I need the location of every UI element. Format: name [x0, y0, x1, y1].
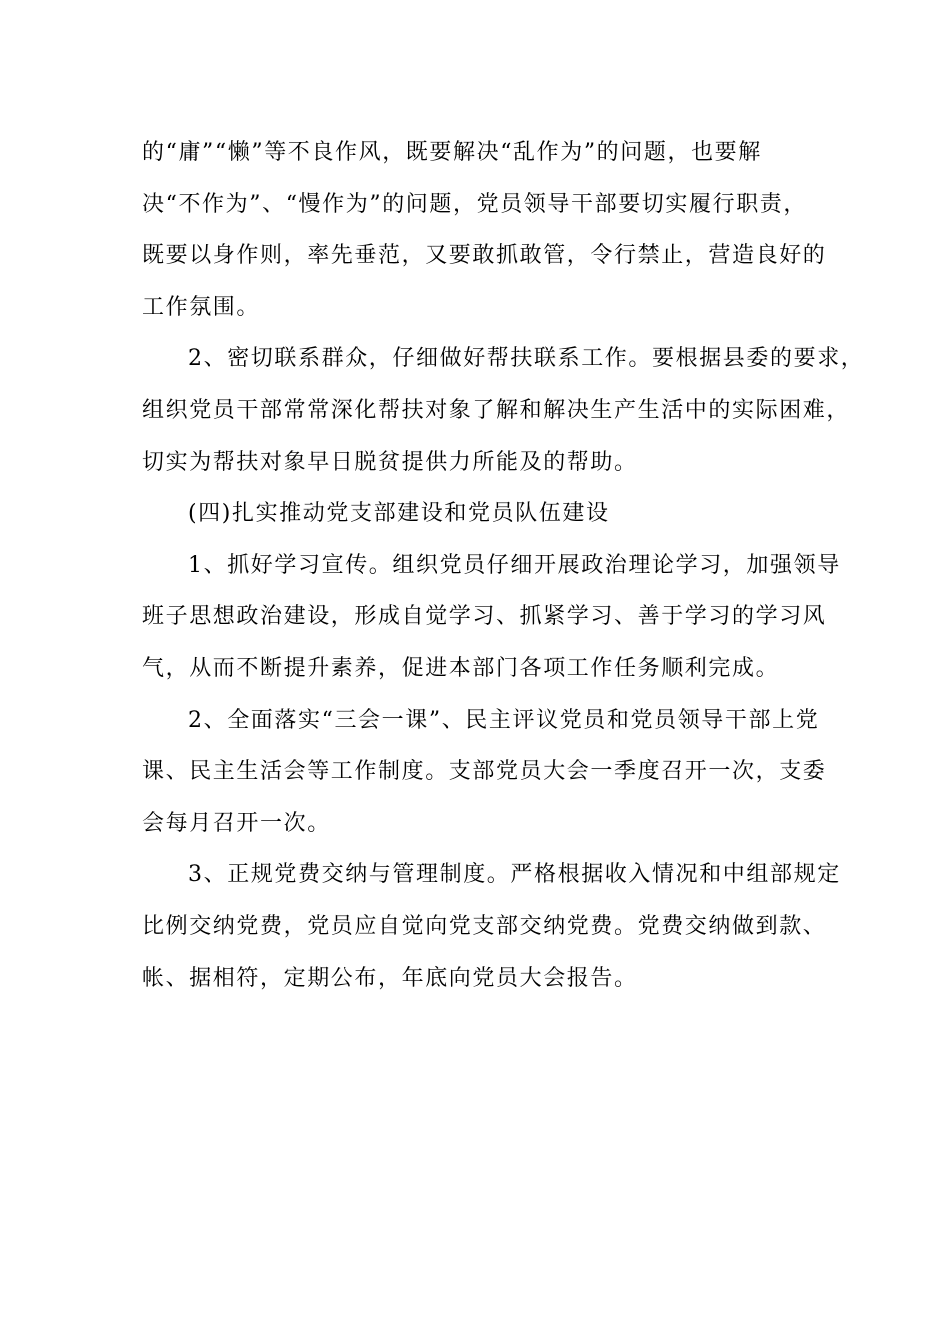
text-line: 的“庸”“懒”等不良作风，既要解决“乱作为”的问题，也要解 — [142, 140, 762, 165]
text-line: 切实为帮扶对象早日脱贫提供力所能及的帮助。 — [142, 449, 638, 475]
paragraph-party-dues — [142, 849, 841, 1004]
section-heading — [142, 488, 818, 540]
text-line: 2、全面落实“三会一课”、民主评议党员和党员领导干部上党 — [188, 707, 820, 733]
text-line: 比例交纳党费，党员应自觉向党支部交纳党费。党费交纳做到款、 — [142, 913, 827, 939]
paragraph-meeting-system — [142, 695, 827, 850]
text-line: 气，从而不断提升素养，促进本部门各项工作任务顺利完成。 — [142, 655, 780, 681]
text-line: 班子思想政治建设，形成自觉学习、抓紧学习、善于学习的学习风 — [142, 604, 827, 630]
text-line: 会每月召开一次。 — [142, 810, 331, 836]
text-line: 3、正规党费交纳与管理制度。严格根据收入情况和中组部规定 — [188, 862, 841, 888]
paragraph-contact-masses — [142, 333, 865, 488]
text-line: 决“不作为”、“慢作为”的问题，党员领导干部要切实履行职责， — [142, 191, 807, 217]
text-line: 既要以身作则，率先垂范，又要敢抓敢管，令行禁止，营造良好的 — [142, 243, 827, 269]
text-line: 帐、据相符，定期公布，年底向党员大会报告。 — [142, 965, 638, 991]
text-line: 课、民主生活会等工作制度。支部党员大会一季度召开一次，支委 — [142, 759, 827, 785]
paragraph-continuation — [142, 127, 827, 333]
text-line: 2、密切联系群众，仔细做好帮扶联系工作。要根据县委的要求， — [188, 346, 865, 372]
section-heading-text: (四)扎实推动党支部建设和党员队伍建设 — [188, 501, 610, 527]
text-line: 组织党员干部常常深化帮扶对象了解和解决生产生活中的实际困难， — [142, 397, 851, 423]
text-line: 工作氛围。 — [142, 294, 261, 320]
paragraph-study-publicity — [142, 540, 841, 695]
document-body — [142, 127, 865, 1004]
text-line: 1、抓好学习宣传。组织党员仔细开展政治理论学习，加强领导 — [188, 552, 841, 578]
